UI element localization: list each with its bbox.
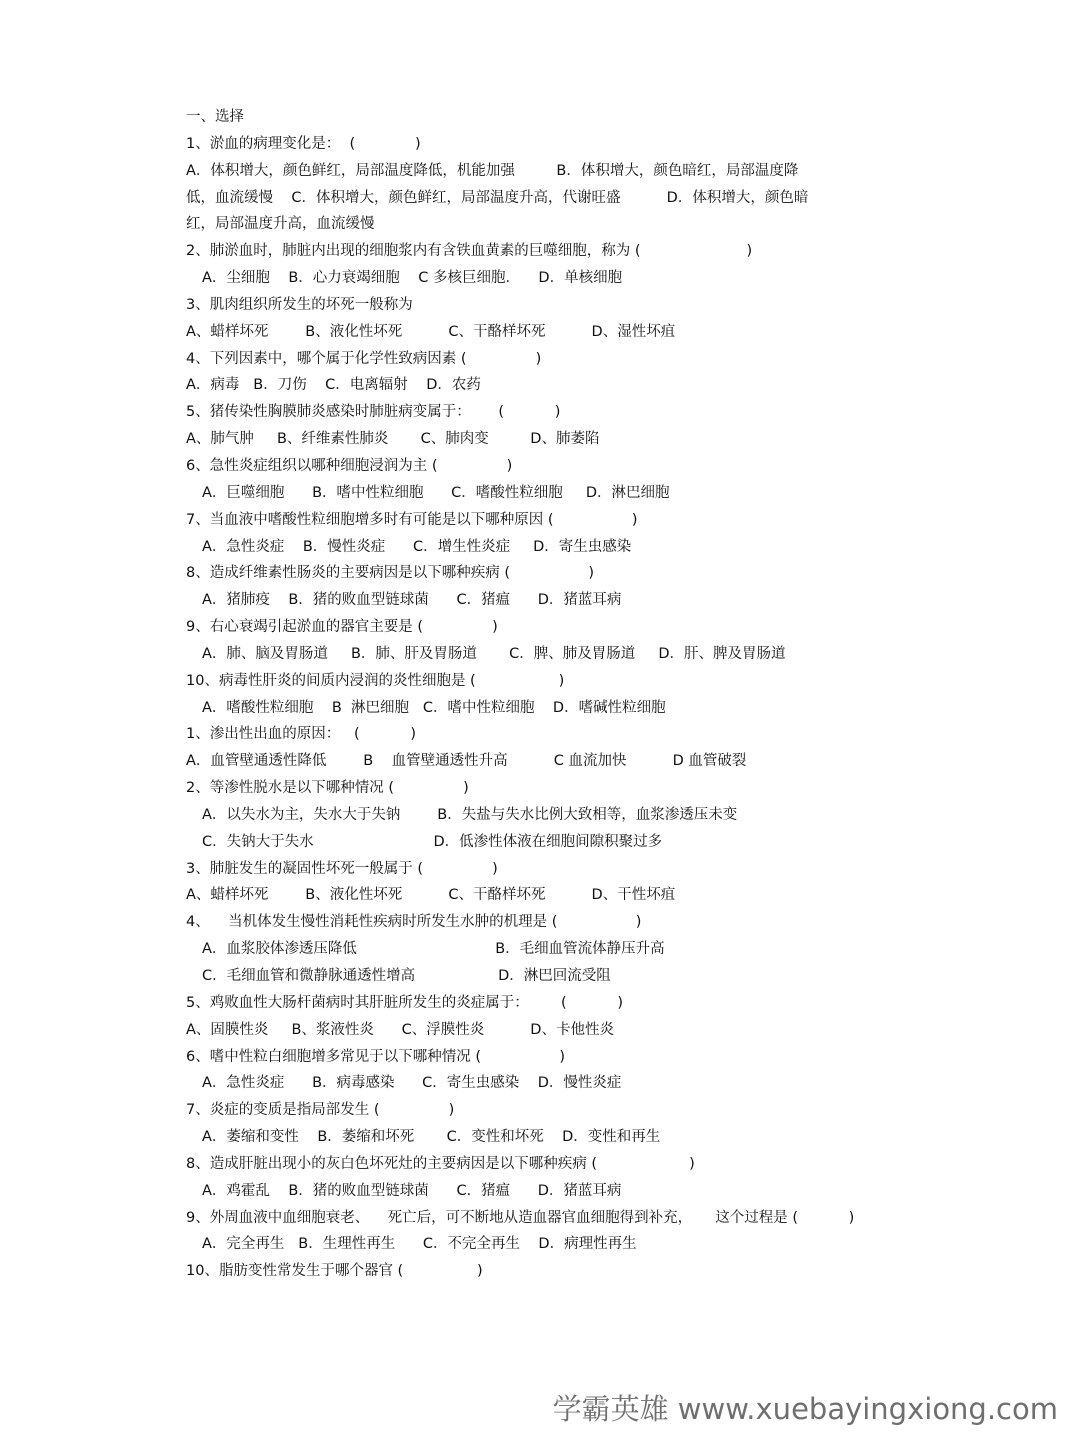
text-line: A．完全再生 B．生理性再生 C．不完全再生 D．病理性再生 (202, 1236, 637, 1253)
text-line: 8、造成纤维素性肠炎的主要病因是以下哪种疾病 ( ) (186, 565, 595, 582)
text-line: 2、等渗性脱水是以下哪种情况 ( ) (186, 780, 469, 797)
text-line: A．萎缩和变性 B．萎缩和坏死 C．变性和坏死 D．变性和再生 (202, 1129, 661, 1146)
text-line: A．血管壁通透性降低 B 血管壁通透性升高 C 血流加快 D 血管破裂 (186, 753, 747, 770)
text-line: 7、炎症的变质是指局部发生 ( ) (186, 1102, 455, 1119)
text-line: 低，血流缓慢 C．体积增大，颜色鲜红，局部温度升高，代谢旺盛 D．体积增大，颜色暗 (186, 189, 809, 206)
text-line: A．血浆胶体渗透压降低 B．毛细血管流体静压升高 (202, 941, 665, 958)
text-line: 一、选择 (186, 109, 244, 125)
text-line: 5、猪传染性胸膜肺炎感染时肺脏病变属于： ( ) (186, 404, 561, 421)
text-line: 1、渗出性出血的原因： ( ) (186, 726, 417, 743)
text-line: 9、外周血液中血细胞衰老、 死亡后，可不断地从造血器官血细胞得到补充， 这个过程是 ( ) (186, 1209, 855, 1226)
text-line: A、肺气肿 B、纤维素性肺炎 C、肺肉变 D、肺萎陷 (186, 431, 600, 448)
document-body (186, 104, 906, 1285)
text-line: 4、 当机体发生慢性消耗性疾病时所发生水肿的机理是 ( ) (186, 914, 642, 931)
text-line: A．鸡霍乱 B．猪的败血型链球菌 C．猪瘟 D．猪蓝耳病 (202, 1182, 622, 1199)
text-line: A．巨噬细胞 B．嗜中性粒细胞 C．嗜酸性粒细胞 D．淋巴细胞 (202, 484, 670, 501)
text-line: 10、脂肪变性常发生于哪个器官 ( ) (186, 1263, 483, 1280)
text-line: A．急性炎症 B．病毒感染 C．寄生虫感染 D．慢性炎症 (202, 1075, 622, 1092)
text-line: 4、下列因素中，哪个属于化学性致病因素 ( ) (186, 350, 542, 367)
text-line: 1、淤血的病理变化是： ( ) (186, 135, 421, 152)
text-line: A．体积增大，颜色鲜红，局部温度降低，机能加强 B．体积增大，颜色暗红，局部温度降 (186, 162, 799, 179)
text-line: A、固膜性炎 B、浆液性炎 C、浮膜性炎 D、卡他性炎 (186, 1021, 614, 1038)
text-line: 7、当血液中嗜酸性粒细胞增多时有可能是以下哪种原因 ( ) (186, 511, 638, 528)
text-line: C．失钠大于失水 D．低渗性体液在细胞间隙积聚过多 (202, 833, 663, 850)
text-line: 3、肌肉组织所发生的坏死一般称为 (186, 296, 413, 313)
text-line: A．急性炎症 B．慢性炎症 C．增生性炎症 D．寄生虫感染 (202, 538, 632, 555)
text-line: A．尘细胞 B．心力衰竭细胞 C 多核巨细胞． D．单核细胞 (202, 270, 623, 287)
text-line: 3、肺脏发生的凝固性坏死一般属于 ( ) (186, 860, 498, 877)
text-line: A．病毒 B．刀伤 C．电离辐射 D．农药 (186, 377, 481, 394)
text-line: C．毛细血管和微静脉通透性增高 D．淋巴回流受阻 (202, 968, 611, 984)
text-line: 8、造成肝脏出现小的灰白色坏死灶的主要病因是以下哪种疾病 ( ) (186, 1155, 695, 1172)
text-line: 10、病毒性肝炎的间质内浸润的炎性细胞是 ( ) (186, 672, 565, 689)
text-line: A．以失水为主，失水大于失钠 B．失盐与失水比例大致相等，血浆渗透压未变 (202, 806, 738, 823)
text-line: A、蜡样坏死 B、液化性坏死 C、干酪样坏死 D、干性坏疽 (186, 887, 676, 904)
text-line: 6、急性炎症组织以哪种细胞浸润为主 ( ) (186, 457, 513, 474)
text-line: A、蜡样坏死 B、液化性坏死 C、干酪样坏死 D、湿性坏疽 (186, 323, 676, 340)
text-line: 5、鸡败血性大肠杆菌病时其肝脏所发生的炎症属于： ( ) (186, 994, 624, 1011)
text-line: 红，局部温度升高，血流缓慢 (186, 216, 375, 233)
text-line: 2、肺淤血时，肺脏内出现的细胞浆内有含铁血黄素的巨噬细胞，称为 ( ) (186, 243, 753, 260)
text-line: A．猪肺疫 B．猪的败血型链球菌 C．猪瘟 D．猪蓝耳病 (202, 592, 622, 609)
text-line: A．肺、脑及胃肠道 B．肺、肝及胃肠道 C．脾、肺及胃肠道 D．肝、脾及胃肠道 (202, 645, 786, 662)
text-line: 6、嗜中性粒白细胞增多常见于以下哪种情况 ( ) (186, 1048, 566, 1065)
text-line: A．嗜酸性粒细胞 B 淋巴细胞 C．嗜中性粒细胞 D．嗜碱性粒细胞 (202, 699, 666, 716)
text-line: 9、右心衰竭引起淤血的器官主要是 ( ) (186, 619, 498, 636)
watermark: 学霸英雄 www.xuebayingxiong.com (552, 1392, 1058, 1426)
